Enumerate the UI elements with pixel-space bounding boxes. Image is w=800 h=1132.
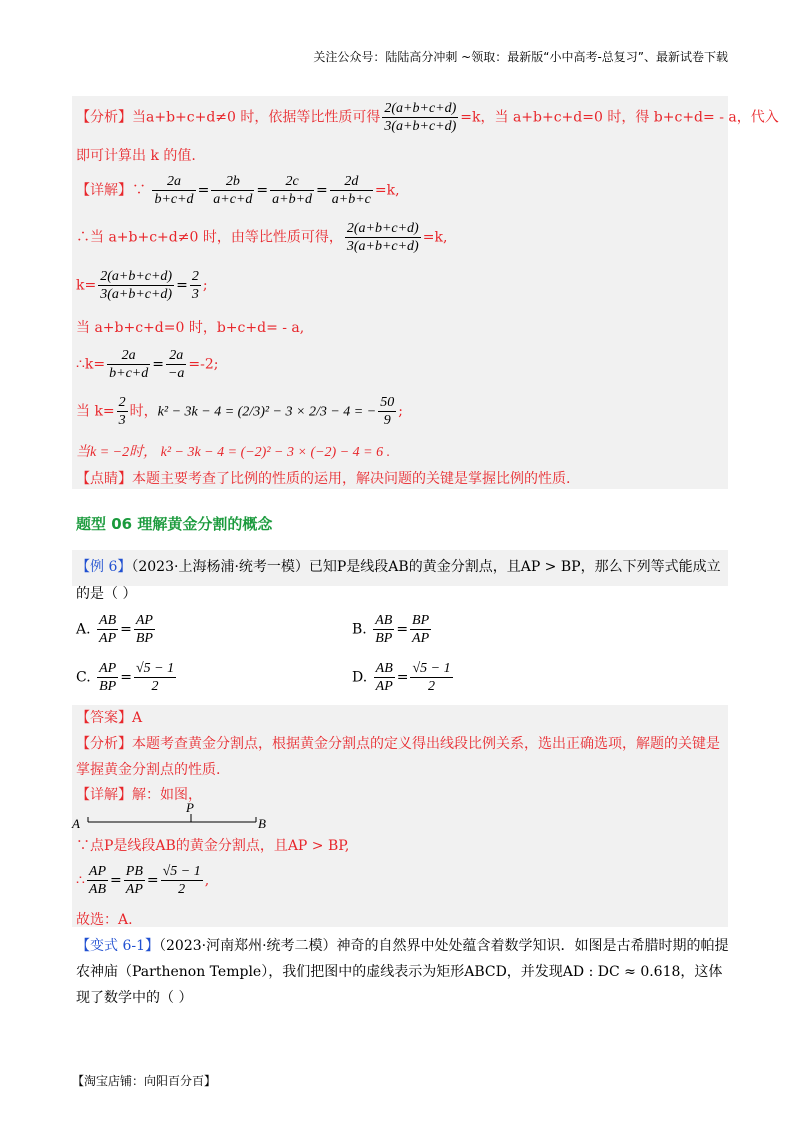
denominator: BP — [135, 631, 153, 646]
numerator: √5 − 1 — [412, 661, 451, 676]
numerator: √5 − 1 — [162, 864, 201, 879]
numerator: 2a — [152, 173, 195, 191]
denominator: 2 — [178, 882, 186, 897]
therefore-symbol: ∴ — [76, 872, 85, 889]
page-header: 关注公众号：陆陆高分冲刺 ~领取：最新版“小中高考-总复习”、最新试卷下载 — [313, 50, 728, 64]
denominator: AP — [125, 882, 143, 897]
answer-line: 【答案】A — [76, 710, 143, 726]
detail-text: , — [204, 872, 210, 889]
fraction — [345, 220, 421, 255]
label-a: A — [72, 816, 80, 831]
denominator: 3(a+b+c+d) — [346, 239, 419, 254]
numerator: AP — [135, 613, 153, 628]
detail-text: k= — [76, 277, 97, 294]
detail-line-4: 当 a+b+c+d=0 时，b+c+d= - a, — [76, 320, 305, 336]
segment-svg — [72, 802, 272, 832]
numerator: AB — [99, 613, 117, 628]
denominator: b+c+d — [154, 192, 194, 207]
numerator: AP — [99, 661, 117, 676]
segment-figure — [72, 802, 272, 832]
numerator: PB — [125, 864, 143, 879]
detail2-line-4: 故选：A. — [76, 912, 133, 928]
comment-tag: 【点睛】 — [76, 471, 132, 487]
detail-text: 时， — [129, 403, 158, 420]
detail-line-1: 【详解】∵ $\frac{2a}{b+c+d}$ = $\frac{2b}{a+c+d}$ = $\frac{2c}{a+b+d}$ = $\frac{2d}{a+b+c}$ =k, — [76, 174, 400, 207]
denominator: −a — [167, 366, 185, 381]
variant-line-1 — [76, 936, 729, 956]
fraction — [190, 268, 201, 303]
fraction — [107, 347, 150, 382]
option-b[interactable]: B. $\frac{AB}{BP}$ = $\frac{BP}{AP}$ — [352, 613, 430, 646]
fraction — [117, 394, 128, 429]
equation: k² − 3k − 4 = (2/3)² − 3 × 2/3 − 4 = − — [157, 404, 377, 420]
label-b: B — [258, 816, 266, 831]
numerator: AB — [375, 661, 393, 676]
detail-tag: 【详解】 — [76, 182, 132, 199]
section-title: 题型 06 理解黄金分割的概念 — [76, 515, 273, 533]
denominator: AP — [412, 631, 430, 646]
denominator: a+c+d — [213, 192, 253, 207]
detail2-line-3: ∴ $\frac{AP}{AB}$ = $\frac{PB}{AP}$ = $\frac{√5 - 1}{2}$ , — [76, 864, 210, 897]
analysis-text: 当a+b+c+d≠0 时，依据等比性质可得 — [132, 109, 381, 126]
comment-text: 本题主要考查了比例的性质的运用，解决问题的关键是掌握比例的性质. — [132, 471, 571, 487]
fraction — [152, 173, 195, 208]
fraction — [373, 612, 394, 647]
numerator: √5 − 1 — [135, 661, 175, 676]
detail-text: =-2; — [188, 356, 219, 373]
label-p: P — [186, 800, 194, 815]
fraction — [97, 660, 118, 695]
denominator: BP — [375, 631, 393, 646]
denominator: BP — [99, 679, 117, 694]
variant-text: （2023·河南郑州·统考二模）神奇的自然界中处处蕴含着数学知识．如图是古希腊时期的帕提 — [159, 938, 729, 954]
numerator: 2(a+b+c+d) — [100, 269, 173, 284]
detail-text: ∴当 a+b+c+d≠0 时，由等比性质可得， — [76, 229, 343, 246]
denominator: 3(a+b+c+d) — [384, 119, 457, 134]
denominator: AP — [99, 631, 117, 646]
detail2-line-2: ∵点P是线段AB的黄金分割点，且AP > BP, — [76, 838, 350, 854]
numerator: AB — [375, 613, 393, 628]
page-footer: 【淘宝店铺：向阳百分百】 — [72, 1074, 217, 1088]
denominator: 3(a+b+c+d) — [100, 287, 173, 302]
option-c[interactable]: C. $\frac{AP}{BP}$ = $\frac{√5 - 1}{2}$ — [76, 661, 175, 694]
fraction — [87, 863, 108, 898]
analysis-tag: 【分析】 — [76, 736, 132, 752]
detail-text: =k, — [422, 229, 448, 246]
fraction — [374, 660, 395, 695]
analysis-line-2: 即可计算出 k 的值. — [76, 148, 196, 164]
numerator: 2a — [107, 347, 150, 365]
option-a[interactable]: A. $\frac{AB}{AP}$ = $\frac{AP}{BP}$ — [76, 613, 153, 646]
fraction — [161, 863, 203, 898]
denominator: b+c+d — [109, 366, 149, 381]
detail-text: ; — [202, 277, 208, 294]
numerator: 2 — [191, 269, 199, 284]
denominator: AP — [375, 679, 393, 694]
denominator: a+b+d — [272, 192, 313, 207]
numerator: AP — [88, 864, 107, 879]
analysis2-line-2: 掌握黄金分割点的性质. — [76, 762, 221, 778]
numerator: 50 — [380, 395, 395, 410]
numerator: 2a — [166, 347, 186, 365]
detail-line-5: ∴k= $\frac{2a}{b+c+d}$ = $\frac{2a}{-a}$ =-2; — [76, 348, 219, 381]
example-tag: 【例 6】 — [76, 559, 132, 575]
fraction — [270, 173, 314, 208]
numerator: 2(a+b+c+d) — [346, 221, 419, 236]
option-label: A. — [76, 621, 91, 638]
option-label: D. — [352, 669, 368, 686]
comment-line — [76, 469, 570, 489]
detail-line-2 — [76, 220, 447, 255]
fraction — [166, 347, 186, 382]
detail-text: =k, — [374, 182, 400, 199]
detail-text: 当 k= — [76, 403, 115, 420]
detail-tag: 【详解】 — [76, 787, 132, 803]
denominator: 3 — [118, 413, 126, 428]
analysis2-line-1 — [76, 734, 720, 754]
option-d[interactable]: D. $\frac{AB}{AP}$ = $\frac{√5 - 1}{2}$ — [352, 661, 451, 694]
variant-line-3: 现了数学中的（ ） — [76, 990, 193, 1006]
detail-line-3: k= $\frac{2(a+b+c+d)}{3(a+b+c+d)}$ = $\frac{2}{3}$ ; — [76, 269, 208, 302]
denominator: a+b+c — [331, 192, 371, 207]
fraction — [330, 173, 373, 208]
fraction — [134, 660, 176, 695]
option-label: B. — [352, 621, 367, 638]
example-line-2: 的是（ ） — [76, 586, 137, 602]
detail-text: ; — [398, 403, 403, 420]
numerator: 2d — [330, 173, 373, 191]
analysis-text: 本题考查黄金分割点，根据黄金分割点的定义得出线段比例关系，选出正确选项，解题的关键是 — [132, 736, 720, 752]
detail-line-7: 当k = −2时， k² − 3k − 4 = (−2)² − 3 × (−2) − 4 = 6 . — [76, 445, 391, 460]
variant-line-2: 农神庙（Parthenon Temple），我们把图中的虚线表示为矩形ABCD，并发现AD : DC ≈ 0.618，这体 — [76, 964, 723, 980]
example-text: （2023·上海杨浦·统考一模）已知P是线段AB的黄金分割点，且AP > BP，那么下列等式能成立 — [131, 559, 721, 575]
analysis-line-1 — [76, 100, 779, 135]
fraction — [378, 394, 396, 429]
fraction — [211, 173, 254, 208]
fraction — [98, 268, 174, 303]
denominator: 2 — [151, 679, 159, 694]
detail-line-6 — [76, 394, 403, 429]
numerator: BP — [412, 613, 430, 628]
numerator: 2b — [211, 173, 254, 191]
example-line-1 — [76, 557, 721, 577]
fraction — [134, 612, 155, 647]
fraction — [410, 612, 431, 647]
detail-text: 解：如图， — [132, 787, 202, 803]
fraction — [382, 100, 458, 135]
option-label: C. — [76, 669, 91, 686]
because-symbol: ∵ — [132, 182, 146, 199]
analysis-tag: 【分析】 — [76, 109, 132, 126]
numerator: 2(a+b+c+d) — [384, 101, 457, 116]
numerator: 2c — [270, 173, 314, 191]
numerator: 2 — [118, 395, 126, 410]
fraction — [124, 863, 145, 898]
denominator: 9 — [383, 413, 391, 428]
variant-tag: 【变式 6-1】 — [76, 938, 159, 954]
denominator: 3 — [191, 287, 199, 302]
detail-text: ∴k= — [76, 356, 106, 373]
fraction — [410, 660, 452, 695]
fraction — [97, 612, 118, 647]
denominator: 2 — [428, 679, 436, 694]
analysis-text-2: =k，当 a+b+c+d=0 时，得 b+c+d= - a，代入 — [460, 109, 779, 126]
denominator: AB — [88, 882, 107, 897]
